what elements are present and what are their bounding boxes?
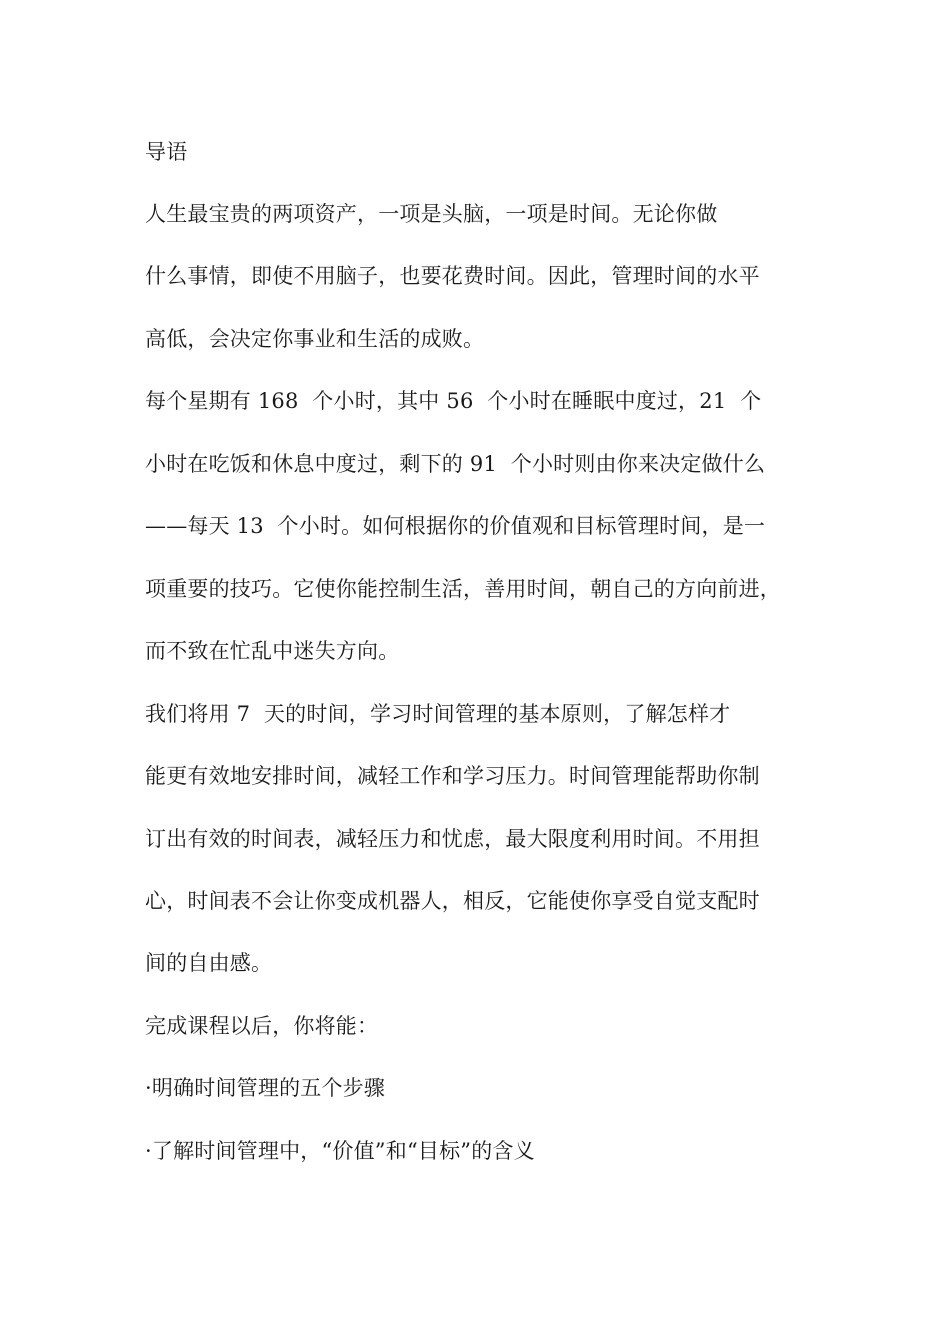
- bullet-item: ·了解时间管理中，“价值”和“目标”的含义: [145, 1139, 535, 1163]
- text-line: 而不致在忙乱中迷失方向。: [145, 639, 400, 663]
- heading: 导语: [145, 140, 188, 164]
- text-line: 高低，会决定你事业和生活的成败。: [145, 327, 485, 351]
- text-line: 人生最宝贵的两项资产，一项是头脑，一项是时间。无论你做: [145, 202, 718, 226]
- text-line: 心，时间表不会让你变成机器人，相反，它能使你享受自觉支配时: [145, 889, 760, 913]
- text-line: 我们将用 7 天的时间，学习时间管理的基本原则，了解怎样才: [145, 702, 731, 726]
- text-line: 能更有效地安排时间，减轻工作和学习压力。时间管理能帮助你制: [145, 764, 760, 788]
- text-line: 项重要的技巧。它使你能控制生活，善用时间，朝自己的方向前进，: [145, 577, 781, 601]
- text-line: 间的自由感。: [145, 951, 273, 975]
- text-line: ——每天 13 个小时。如何根据你的价值观和目标管理时间，是一: [145, 514, 766, 538]
- bullet-item: ·明确时间管理的五个步骤: [145, 1076, 386, 1100]
- text-line: 什么事情，即使不用脑子，也要花费时间。因此，管理时间的水平: [145, 264, 760, 288]
- text-line: 完成课程以后，你将能：: [145, 1014, 379, 1038]
- text-line: 小时在吃饭和休息中度过，剩下的 91 个小时则由你来决定做什么: [145, 452, 766, 476]
- text-line: 订出有效的时间表，减轻压力和忧虑，最大限度利用时间。不用担: [145, 827, 760, 851]
- text-line: 每个星期有 168 个小时，其中 56 个小时在睡眠中度过，21 个: [145, 389, 762, 413]
